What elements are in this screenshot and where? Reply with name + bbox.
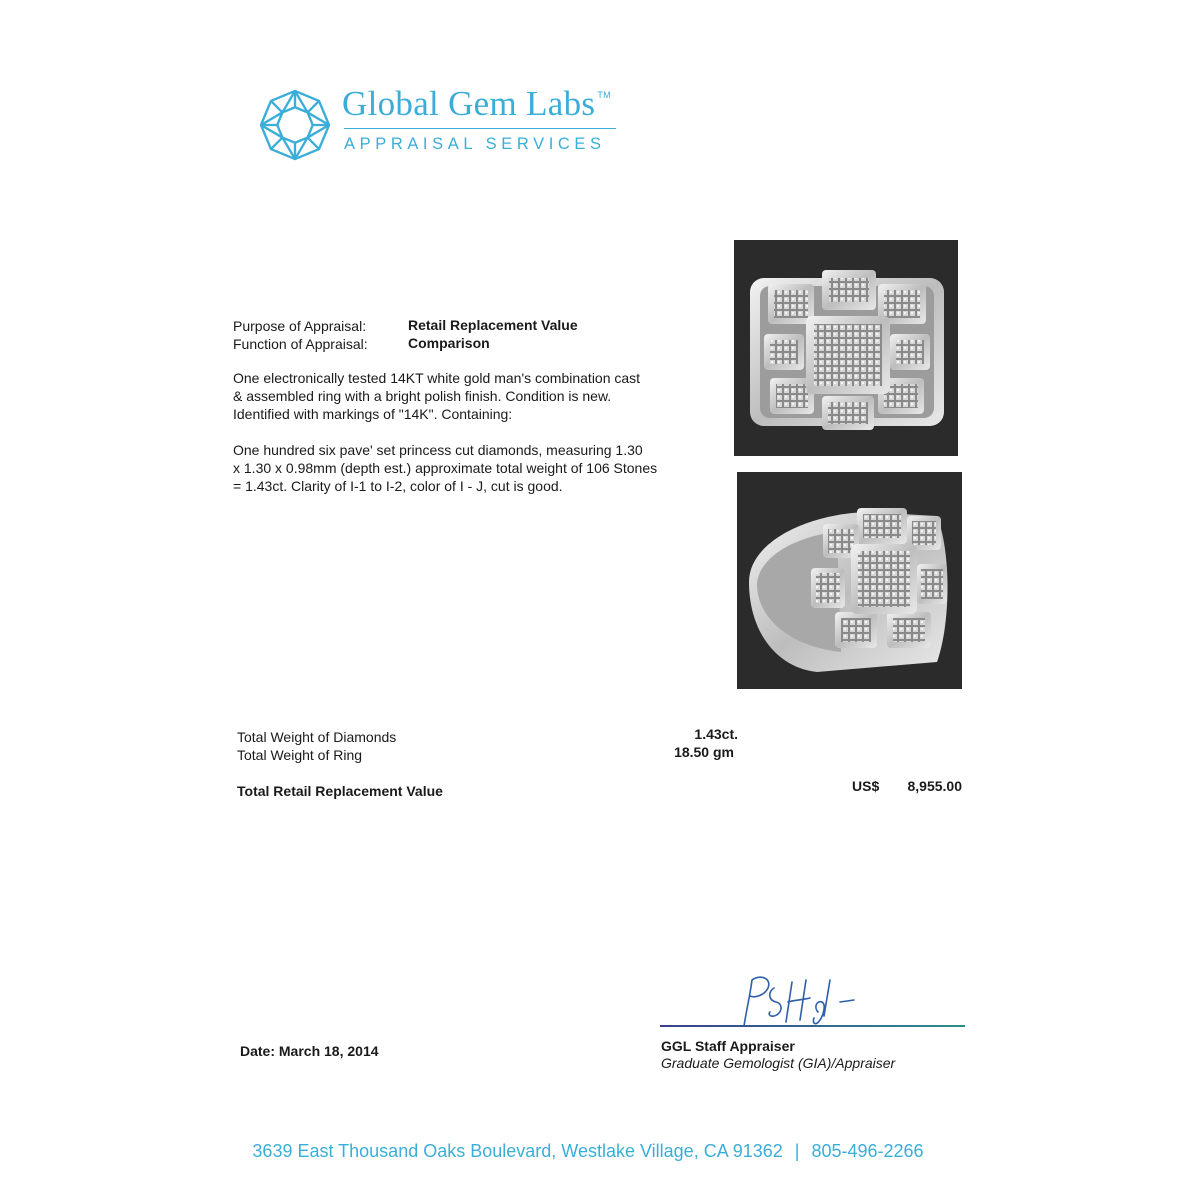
footer-separator: | — [794, 1141, 800, 1161]
appraiser-name: GGL Staff Appraiser — [661, 1038, 795, 1054]
brand-name: Global Gem Labs ™ — [342, 84, 611, 123]
brand-divider — [344, 128, 616, 129]
ring-weight-value: 18.50 gm — [674, 744, 734, 760]
ring-weight-label: Total Weight of Ring — [237, 747, 363, 763]
function-label: Function of Appraisal: — [233, 336, 368, 352]
ring-photo-angled-view — [737, 472, 962, 689]
diamond-logo-icon — [258, 88, 332, 162]
total-value-label: Total Retail Replacement Value — [237, 783, 443, 799]
function-value: Comparison — [408, 335, 490, 351]
stones-line: = 1.43ct. Clarity of I-1 to I-2, color of I - J, cut is good. — [233, 478, 563, 494]
footer-contact — [0, 1141, 1176, 1162]
trademark: TM — [597, 90, 611, 100]
stones-line: x 1.30 x 0.98mm (depth est.) approximate total weight of 106 Stones — [233, 460, 658, 476]
stones-line: One hundred six pave' set princess cut diamonds, measuring 1.30 — [233, 442, 643, 458]
appraiser-signature — [730, 968, 870, 1030]
description-line: & assembled ring with a bright polish finish. Condition is new. — [233, 388, 612, 404]
ring-description — [233, 369, 703, 423]
purpose-value: Retail Replacement Value — [408, 317, 578, 333]
appraisal-date: Date: March 18, 2014 — [240, 1043, 379, 1059]
diamond-weight-value: 1.43ct. — [694, 726, 738, 742]
signature-line — [660, 1025, 965, 1027]
description-line: Identified with markings of "14K". Containing: — [233, 406, 513, 422]
purpose-label: Purpose of Appraisal: — [233, 318, 367, 334]
ring-angled-view-image — [737, 472, 962, 689]
total-value-amount: 8,955.00 — [907, 778, 962, 794]
ring-top-view-image — [734, 240, 958, 456]
description-line: One electronically tested 14KT white gold man's combination cast — [233, 370, 641, 386]
ring-photo-top-view — [734, 240, 958, 456]
footer-address: 3639 East Thousand Oaks Boulevard, Westlake Village, CA 91362 — [252, 1141, 783, 1161]
brand-tagline: APPRAISAL SERVICES — [344, 135, 606, 153]
currency-label: US$ — [852, 778, 880, 794]
diamond-weight-label: Total Weight of Diamonds — [237, 729, 397, 745]
stones-description — [233, 441, 703, 495]
footer-phone: 805-496-2266 — [811, 1141, 924, 1161]
appraiser-title: Graduate Gemologist (GIA)/Appraiser — [661, 1055, 896, 1071]
